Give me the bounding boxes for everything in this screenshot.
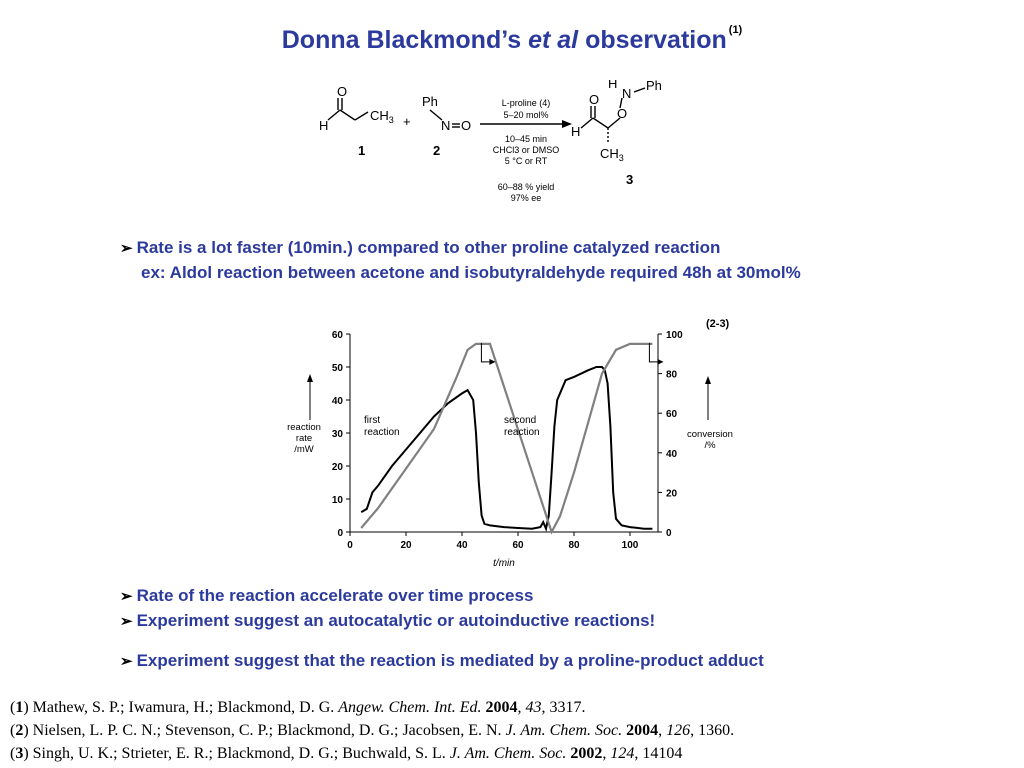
x-tick-label: 40 (456, 540, 468, 551)
svg-text:N: N (622, 86, 632, 101)
y-right-tick-label: 60 (666, 409, 678, 421)
bullet-adduct: ➢ Experiment suggest that the reaction is mediated by a proline-product adduct (120, 651, 764, 670)
y-left-tick-label: 40 (331, 396, 343, 407)
bullet-arrow-icon: ➢ (120, 588, 133, 605)
y-left-axis-label: /mW (294, 444, 314, 455)
title-italic: et al (528, 26, 579, 54)
product-label: 3 (626, 172, 634, 187)
svg-text:O: O (461, 118, 472, 133)
axis-pointer-arrow-icon (481, 343, 490, 362)
y-right-axis-label: /% (704, 440, 716, 451)
y-right-axis-label: conversion (687, 429, 733, 440)
svg-text:5–20 mol%: 5–20 mol% (503, 110, 549, 120)
y-right-tick-label: 80 (666, 369, 678, 381)
svg-text:Ph: Ph (646, 80, 662, 93)
y-left-tick-label: 30 (331, 429, 343, 440)
chart-ref: (2-3) (706, 318, 730, 330)
svg-text:H: H (319, 118, 329, 133)
annotation-first-reaction: first (364, 415, 381, 427)
bullets-mid (120, 584, 655, 634)
y-right-tick-label: 40 (666, 448, 678, 460)
y-left-tick-label: 20 (331, 462, 343, 473)
rate-conversion-chart (280, 320, 750, 575)
title-main: Donna Blackmond’s (281, 26, 529, 54)
references (10, 696, 734, 765)
svg-text:60–88 % yield: 60–88 % yield (497, 182, 555, 192)
y-right-arrowhead-icon (705, 376, 711, 384)
annotation-second-reaction: second (504, 415, 537, 427)
title-ref: (1) (728, 23, 743, 36)
bullet-example: ex: Aldol reaction between acetone and isobutyraldehyde required 48h at 30mol% (141, 263, 801, 282)
reaction-scheme (300, 80, 720, 220)
reference-item: (1) Mathew, S. P.; Iwamura, H.; Blackmond, D. G. Angew. Chem. Int. Ed. 2004, 43, 3317. (10, 699, 586, 716)
reactant-2-label: 2 (433, 143, 441, 158)
x-tick-label: 80 (568, 540, 580, 551)
svg-text:CH3: $CH_3$ (370, 108, 394, 125)
y-left-tick-label: 60 (331, 330, 343, 341)
svg-text:O: O (617, 106, 628, 121)
svg-text:L-proline (4): L-proline (4) (501, 98, 551, 108)
svg-text:10–45 min: 10–45 min (504, 134, 548, 144)
bullet-rate: ➢ Rate is a lot faster (10min.) compared to other proline catalyzed reaction (120, 238, 721, 257)
slide-title (0, 23, 1024, 55)
x-tick-label: 20 (400, 540, 412, 551)
x-axis-label: t/min (493, 558, 515, 569)
svg-text:O: O (589, 92, 600, 107)
reactant-1-label: 1 (358, 143, 366, 158)
annotation-second-reaction: reaction (504, 427, 540, 439)
annotation-first-reaction: reaction (364, 427, 400, 439)
reference-item: (3) Singh, U. K.; Strieter, E. R.; Blackmond, D. G.; Buchwald, S. L. J. Am. Chem. Soc. 2002, 124, 14104 (10, 745, 683, 762)
bullet-arrow-icon: ➢ (120, 653, 133, 670)
y-right-tick-label: 20 (666, 488, 678, 500)
svg-text:CH3: $CH_3$ (600, 146, 624, 163)
reference-item: (2) Nielsen, L. P. C. N.; Stevenson, C. P.; Blackmond, D. G.; Jacobsen, E. N. J. Am. Chem. Soc. 2004, 126, 1360. (10, 722, 735, 739)
svg-text:CHCl3 or DMSO: CHCl3 or DMSO (492, 145, 560, 155)
reaction-rate-line (361, 367, 652, 529)
x-tick-label: 100 (621, 540, 639, 551)
x-tick-label: 0 (347, 540, 353, 551)
y-left-arrowhead-icon (307, 374, 313, 382)
bullets-bottom (120, 649, 764, 674)
y-left-tick-label: 50 (331, 363, 343, 374)
svg-text:97% ee: 97% ee (510, 193, 542, 203)
y-left-axis-label: reaction (287, 422, 321, 433)
svg-text:H: H (608, 80, 618, 91)
title-end: observation (578, 26, 727, 54)
y-right-tick-label: 100 (666, 330, 683, 341)
y-left-tick-label: 10 (331, 495, 343, 506)
y-left-axis-label: rate (295, 433, 313, 444)
svg-text:5 °C or RT: 5 °C or RT (504, 156, 548, 166)
svg-text:H: H (571, 124, 581, 139)
x-tick-label: 60 (512, 540, 524, 551)
svg-text:O: O (337, 84, 348, 99)
bullets-top (120, 236, 801, 285)
svg-text:+: + (403, 114, 411, 129)
y-left-tick-label: 0 (337, 528, 343, 539)
bullet-arrow-icon: ➢ (120, 613, 133, 630)
svg-text:Ph: Ph (422, 94, 438, 109)
bullet-autocatalytic: ➢ Experiment suggest an autocatalytic or autoinductive reactions! (120, 611, 656, 630)
axis-pointer-arrow-icon (649, 343, 658, 362)
axis-pointer-arrowhead-icon (657, 359, 663, 365)
reactant-1-structure (328, 98, 368, 120)
y-right-tick-label: 0 (666, 528, 672, 539)
svg-text:N: N (441, 118, 451, 133)
bullet-accelerate: ➢ Rate of the reaction accelerate over time process (120, 586, 534, 605)
bullet-arrow-icon: ➢ (120, 240, 133, 257)
